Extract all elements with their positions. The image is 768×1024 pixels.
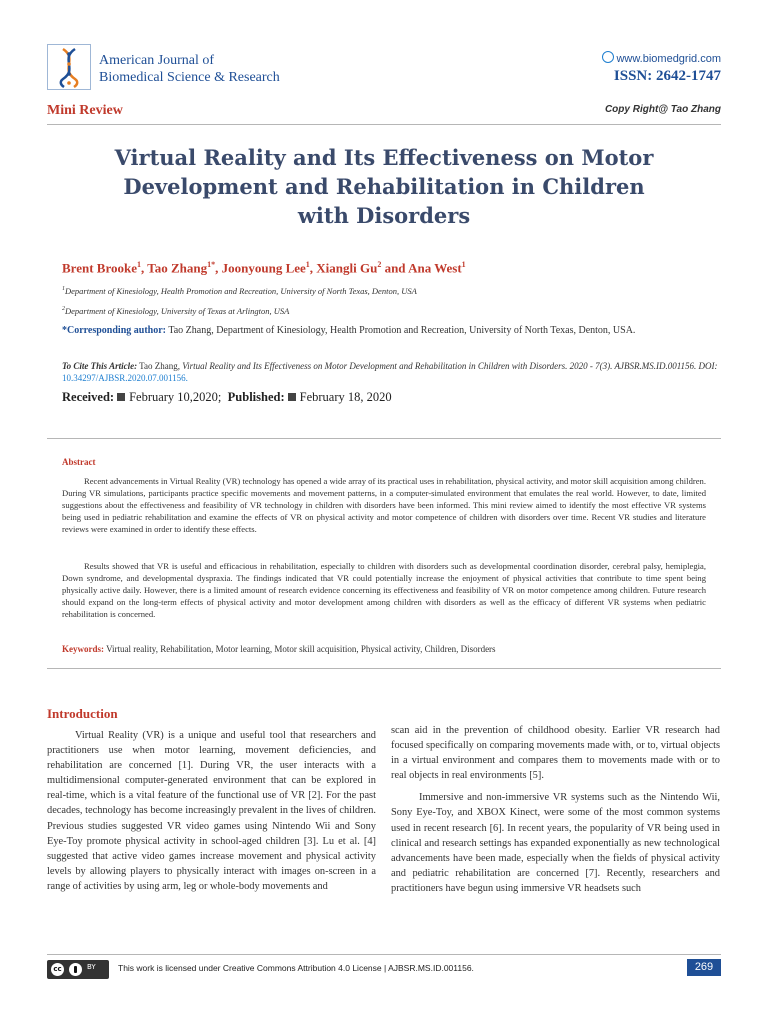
cite-author: Tao Zhang, [137, 361, 183, 371]
body-paragraph: Virtual Reality (VR) is a unique and useful tool that researchers and practitioners use when motor learning, movement deficiencies, and rehabilitation are concerned [1]. During VR, the user interacts with a multidimensional computer-generated environment that can be explored in real-time, which is a vital feature of the functional use of VR [2]. For the past decades, technology has become increasingly prevalent in the lives of children. Previous studies suggested VR video games using Nintendo Wii and Sony Eye-Toy promote physical activity in school-aged children [3]. Lu et al. [4] suggested that active video games increase movement and physical activity levels by allowing players to physically interact with images on-screen in a range of activities by using arm, leg or whole-body movements and [47, 730, 376, 892]
page-number: 269 [687, 959, 721, 976]
article-type: Mini Review [47, 103, 123, 118]
calendar-icon [288, 393, 296, 401]
author-separator: , [309, 260, 317, 276]
author-name: Ana West [408, 260, 462, 276]
introduction-heading: Introduction [47, 706, 118, 721]
dna-helix-icon [48, 45, 90, 89]
calendar-icon [117, 393, 125, 401]
author-sup: 1 [461, 260, 466, 269]
author-sup: 1* [207, 260, 216, 269]
body-paragraph: scan aid in the prevention of childhood obesity. Earlier VR research had focused specifically on comparing movements made with, or to, virtual objects in a virtual environment and compares them to movements made with or to real objects in real environments [5]. [391, 725, 720, 782]
cite-title: Virtual Reality and Its Effectiveness on Motor Development and Rehabilitation in Children with Disorders. 2020 - 7(3). AJBSR.MS.ID.001156. DOI: [182, 361, 718, 371]
author-name: Joonyoung Lee [221, 260, 306, 276]
body-column-left [47, 728, 376, 894]
published-date: February 18, 2020 [299, 390, 392, 404]
author-name: Brent Brooke [62, 260, 137, 276]
author-list [62, 260, 466, 276]
cc-license-badge[interactable] [47, 960, 109, 979]
keywords [62, 644, 496, 654]
header-divider [47, 124, 721, 125]
cc-icon: cc [51, 963, 64, 976]
keywords-text: Virtual reality, Rehabilitation, Motor learning, Motor skill acquisition, Physical activity, Children, Disorders [104, 644, 496, 654]
author-separator: , [215, 260, 222, 276]
affiliation-sup: 1 [62, 286, 65, 293]
affiliation [62, 306, 289, 316]
author-name: Xiangli Gu [316, 260, 378, 276]
published-label: Published: [227, 390, 285, 404]
title-line-1: Virtual Reality and Its Effectiveness on Motor [114, 145, 654, 170]
abstract-paragraph-2: Results showed that VR is useful and efficacious in rehabilitation, especially to children with disorders such as developmental coordination disorder, cerebral palsy, hemiplegia, Down syndrome, and developmental dyspraxia. The findings indicated that VR could potentially increase the enjoyment of physical activities that contribute to time spent being physically active daily. However, there is a limited amount of research evidence concerning its effectiveness and feasibility of VR on motor competence among children. Future research should expand on the long-term effects of physical activity and motor development among children with disorders as well as the efficacy of different VR systems when pediatric rehabilitation is concerned. [62, 561, 706, 619]
globe-icon [602, 51, 614, 63]
received-date: February 10,2020; [129, 390, 222, 404]
author-sup: 1 [305, 260, 310, 269]
received-label: Received: [62, 390, 115, 404]
cc-badge-label: BY [87, 963, 96, 971]
abstract-paragraph-1: Recent advancements in Virtual Reality (VR) technology has opened a wide array of its practical uses in rehabilitation, physical activity, and motor skill acquisition among children. During VR simulations, participants practice specific movements and movement patterns, in a computer-simulated environment that emulates the real world. However, to date, limited suggestions about the effectiveness and feasibility of VR technology in children with disorders have been informed. This mini review aimed to identify the most effective VR systems being used in pediatric rehabilitation and examine the effects of VR on physical activity and motor competence of children with disorders over time. Recent VR studies and literature reviews were examined in order to identify these effects. [62, 476, 706, 534]
doi-link[interactable]: 10.34297/AJBSR.2020.07.001156. [62, 373, 188, 383]
affiliation [62, 286, 417, 296]
body-paragraph: Immersive and non-immersive VR systems such as the Nintendo Wii, Sony Eye-Toy, and XBOX Kinect, were some of the most common systems used in recent research [6]. In recent years, the popularity of VR being used in clinical and research settings has expanded exponentially as new technological advancements have been made, especially when the fields of physical activity and pediatric rehabilitation are concerned [7]. Recently, researchers and practitioners have begun using immersive VR headsets such [391, 792, 720, 894]
corresponding-text: Tao Zhang, Department of Kinesiology, Health Promotion and Recreation, University of North Texas, Denton, USA. [166, 325, 636, 336]
journal-name-line2: Biomedical Science & Research [99, 70, 280, 85]
cite-label: To Cite This Article: [62, 361, 138, 371]
license-statement: This work is licensed under Creative Commons Attribution 4.0 License [118, 963, 382, 973]
keywords-label: Keywords: [62, 644, 104, 654]
title-line-3: with Disorders [297, 203, 471, 228]
website-text: www.biomedgrid.com [616, 53, 721, 65]
affiliation-text: Department of Kinesiology, University of Texas at Arlington, USA [65, 306, 290, 316]
license-text [118, 963, 474, 973]
title-line-2: Development and Rehabilitation in Children [123, 174, 645, 199]
journal-logo [47, 44, 91, 90]
author-sup: 2 [377, 260, 382, 269]
affiliation-text: Department of Kinesiology, Health Promotion and Recreation, University of North Texas, Denton, USA [65, 286, 417, 296]
footer-separator: | [381, 963, 389, 973]
body-column-right [391, 723, 720, 896]
footer-article-id: AJBSR.MS.ID.001156. [388, 963, 474, 973]
affiliation-sup: 2 [62, 306, 65, 313]
attribution-icon [69, 963, 82, 976]
journal-name-line1: American Journal of [99, 53, 215, 68]
author-and: and [381, 260, 409, 276]
abstract-heading: Abstract [62, 457, 96, 467]
author-separator: , [141, 260, 148, 276]
copyright: Copy Right@ Tao Zhang [604, 104, 721, 115]
journal-name [99, 52, 280, 86]
citation [62, 360, 722, 384]
abstract-top-divider [47, 438, 721, 439]
abstract-bottom-divider [47, 668, 721, 669]
issn: ISSN: 2642-1747 [613, 68, 721, 84]
article-title [60, 143, 708, 230]
author-sup: 1 [137, 260, 141, 269]
footer-divider [47, 954, 721, 955]
author-name: Tao Zhang [147, 260, 208, 276]
corresponding-author [62, 324, 722, 337]
article-dates [62, 390, 392, 405]
corresponding-label: *Corresponding author: [62, 325, 166, 336]
journal-website-link[interactable] [602, 51, 721, 65]
